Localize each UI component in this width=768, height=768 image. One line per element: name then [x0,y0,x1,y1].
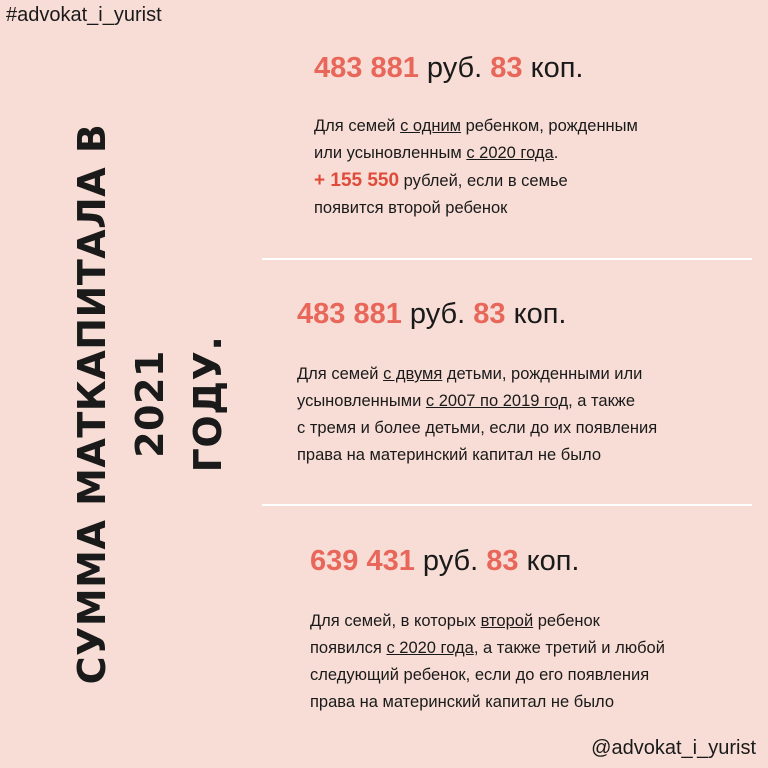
kop-label: коп. [530,52,584,84]
amount-block-1 [314,52,638,222]
bonus-amount: + 155 550 [314,170,400,191]
divider-2 [262,504,752,506]
amount-rub: 483 881 [314,52,419,84]
amount-rub: 483 881 [297,298,402,330]
amount-description: Для семей с двумя детьми, рожденными или усыновленными с 2007 по 2019 год, а также с тремя и более детьми, если до их появления права на материнский капитал не было [297,365,658,464]
kop-label: коп. [513,298,567,330]
rub-label: руб. [426,52,483,84]
kop-label: коп. [526,545,580,577]
rub-label: руб. [422,545,479,577]
amount-description: Для семей, в которых второй ребенок появился с 2020 года, а также третий и любой следующий ребенок, если до его появления права на материнский капитал не было [310,612,665,711]
amount-block-3 [310,545,665,716]
title-line-2: ГОДУ. [186,335,230,473]
title-line-1: СУММА МАТКАПИТАЛА В 2021 [70,123,172,685]
amount-line [314,52,638,85]
hashtag-label: #advokat_i_yurist [6,4,162,26]
amount-rub: 639 431 [310,545,415,577]
amount-kop: 83 [473,298,506,330]
page-title [63,64,237,744]
rub-label: руб. [409,298,466,330]
amount-kop: 83 [486,545,519,577]
author-handle: @advokat_i_yurist [591,737,756,759]
divider-1 [262,258,752,260]
amount-line [310,545,665,578]
amount-block-2 [297,298,657,469]
amount-description: Для семей с одним ребенком, рожденным или усыновленным с 2020 года. + 155 550 рублей, если в семье появится второй ребенок [314,117,638,217]
amount-kop: 83 [490,52,523,84]
amount-line [297,298,657,331]
